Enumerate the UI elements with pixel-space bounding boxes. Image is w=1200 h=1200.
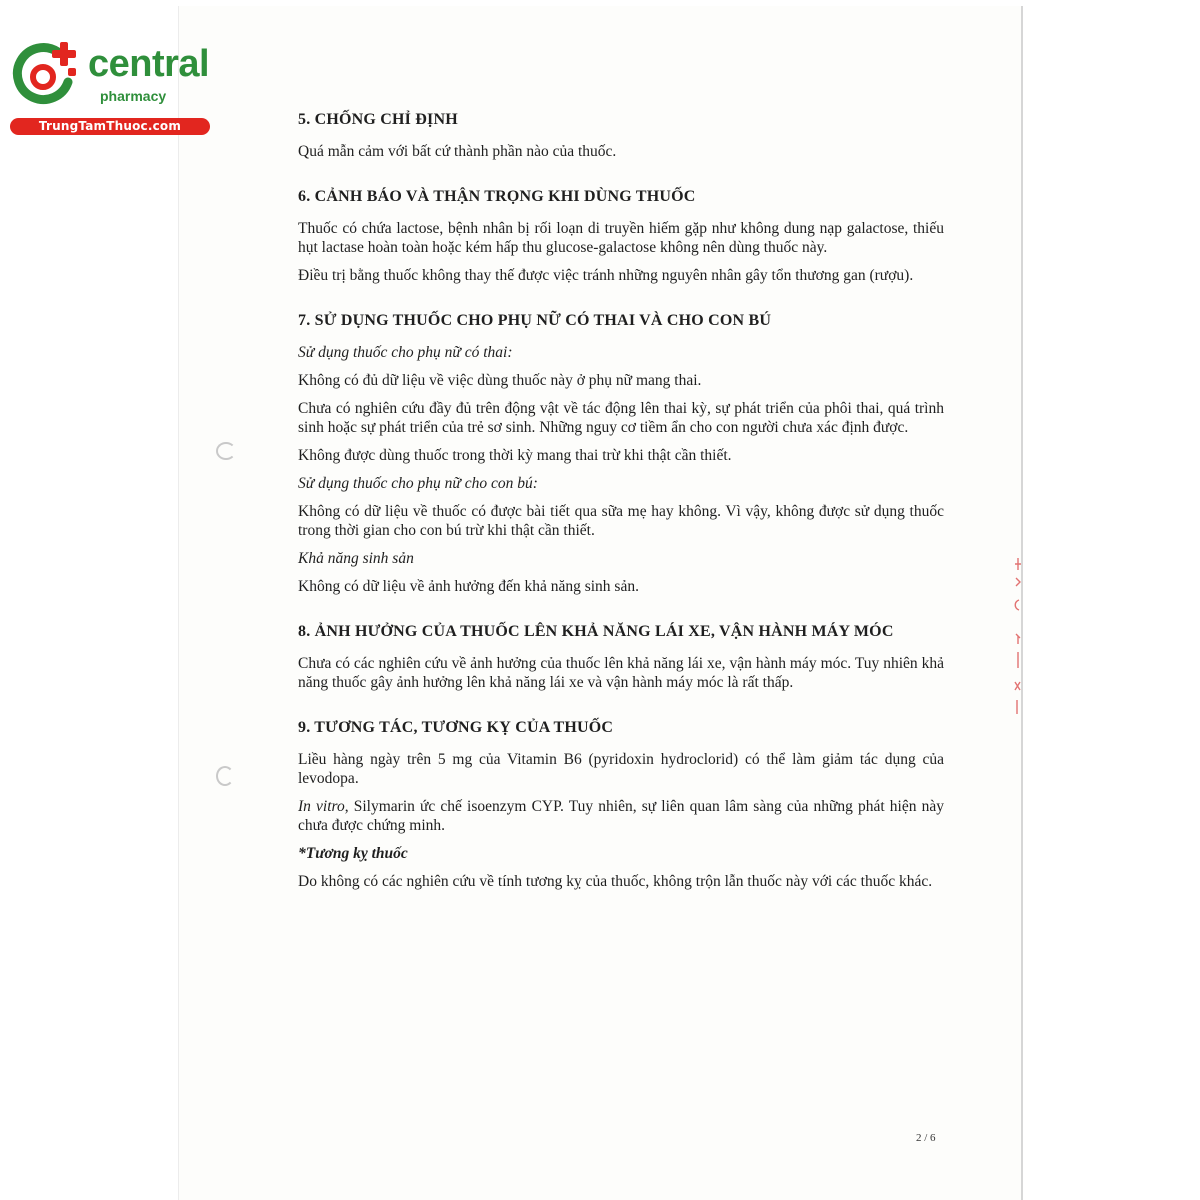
page-number: 2 / 6 — [916, 1132, 936, 1144]
red-stamp-fragment — [1010, 556, 1024, 716]
section-heading: 6. CẢNH BÁO VÀ THẬN TRỌNG KHI DÙNG THUỐC — [298, 188, 696, 205]
document-section — [298, 110, 944, 161]
subsection-label: Sử dụng thuốc cho phụ nữ cho con bú: — [298, 475, 538, 492]
subsection-label: Khả năng sinh sản — [298, 550, 414, 567]
pharmacy-cross-icon — [10, 38, 82, 106]
paragraph: Không có dữ liệu về ảnh hưởng đến khả năng sinh sản. — [298, 578, 639, 595]
section-heading: 9. TƯƠNG TÁC, TƯƠNG KỴ CỦA THUỐC — [298, 719, 614, 736]
punch-hole-mark — [216, 442, 236, 460]
document-section — [298, 311, 944, 596]
subsection-label: Sử dụng thuốc cho phụ nữ có thai: — [298, 344, 513, 361]
paragraph: Quá mẫn cảm với bất cứ thành phần nào của thuốc. — [298, 143, 617, 160]
document-section — [298, 718, 944, 891]
paragraph — [298, 797, 944, 835]
paragraph: Thuốc có chứa lactose, bệnh nhân bị rối loạn di truyền hiếm gặp như không dung nạp galactose, thiếu hụt lactase hoàn toàn hoặc kém hấp thu glucose-galactose không nên dùng thuốc này. — [298, 220, 944, 256]
paragraph: Chưa có các nghiên cứu về ảnh hưởng của thuốc lên khả năng lái xe, vận hành máy móc. Tuy nhiên khả năng thuốc gây ảnh hưởng lên khả năng lái xe và vận hành máy móc là rất thấp. — [298, 655, 944, 691]
punch-hole-mark — [216, 766, 234, 786]
paragraph-text: , Silymarin ức chế isoenzym CYP. Tuy nhiên, sự liên quan lâm sàng của những phát hiện này chưa được chứng minh. — [298, 798, 944, 834]
logo-website-link[interactable]: TrungTamThuoc.com — [10, 118, 210, 135]
central-pharmacy-logo[interactable] — [10, 38, 212, 138]
section-heading: 7. SỬ DỤNG THUỐC CHO PHỤ NỮ CÓ THAI VÀ CHO CON BÚ — [298, 312, 772, 329]
section-heading: 5. CHỐNG CHỈ ĐỊNH — [298, 111, 458, 128]
paragraph: Chưa có nghiên cứu đầy đủ trên động vật về tác động lên thai kỳ, sự phát triển của phôi thai, quá trình sinh hoặc sự phát triển của trẻ sơ sinh. Những nguy cơ tiềm ẩn cho con người chưa xác định được. — [298, 400, 944, 436]
paragraph: Không có dữ liệu về thuốc có được bài tiết qua sữa mẹ hay không. Vì vậy, không được sử dụng thuốc trong thời gian cho con bú trừ khi thật cần thiết. — [298, 503, 944, 539]
paragraph: Liều hàng ngày trên 5 mg của Vitamin B6 (pyridoxin hydroclorid) có thể làm giảm tác dụng của levodopa. — [298, 751, 944, 787]
paragraph: Không được dùng thuốc trong thời kỳ mang thai trừ khi thật cần thiết. — [298, 447, 732, 464]
logo-subtitle: pharmacy — [100, 88, 167, 104]
document-section — [298, 622, 944, 692]
paragraph: Do không có các nghiên cứu về tính tương kỵ của thuốc, không trộn lẫn thuốc này với các thuốc khác. — [298, 873, 933, 890]
paragraph: Điều trị bằng thuốc không thay thế được việc tránh những nguyên nhân gây tổn thương gan (rượu). — [298, 267, 914, 284]
logo-brand-name: central — [88, 43, 210, 85]
paragraph: Không có đủ dữ liệu về việc dùng thuốc này ở phụ nữ mang thai. — [298, 372, 702, 389]
subsection-label: *Tương kỵ thuốc — [298, 845, 408, 862]
italic-lead-term: In vitro — [298, 798, 345, 815]
document-section — [298, 187, 944, 285]
document-body — [298, 110, 944, 917]
section-heading: 8. ẢNH HƯỞNG CỦA THUỐC LÊN KHẢ NĂNG LÁI XE, VẬN HÀNH MÁY MÓC — [298, 623, 894, 640]
